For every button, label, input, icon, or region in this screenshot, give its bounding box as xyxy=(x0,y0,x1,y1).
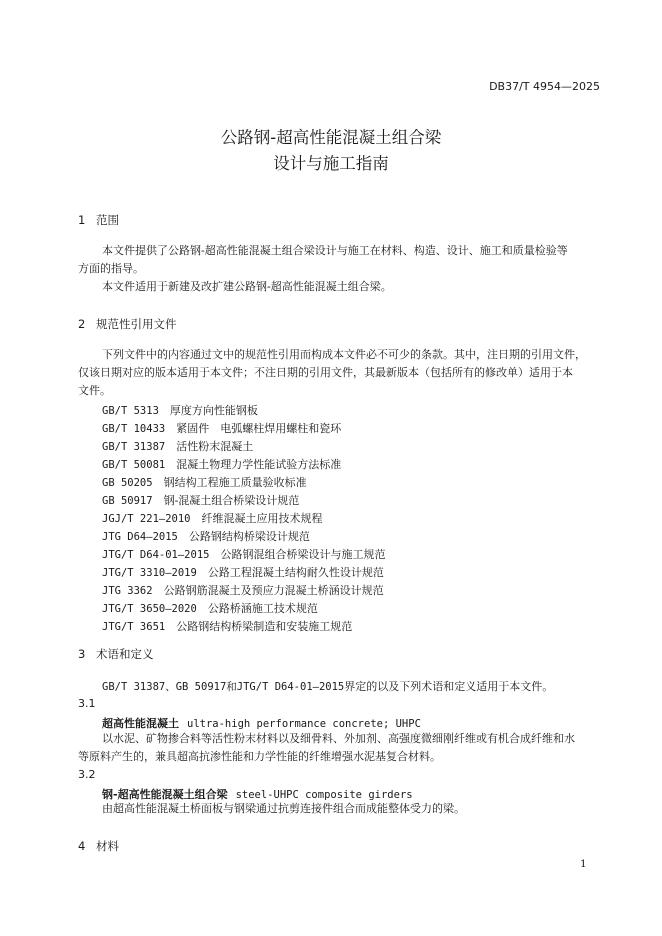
reference-item xyxy=(102,510,323,526)
reference-item xyxy=(102,582,384,598)
paragraph-line: 方面的指导。 xyxy=(78,262,144,275)
document-number: DB37/T 4954—2025 xyxy=(489,80,600,93)
section-3-heading xyxy=(78,646,154,662)
reference-item xyxy=(102,456,341,472)
term-chinese: 钢-超高性能混凝土组合梁 xyxy=(102,788,228,801)
reference-name: 紧固件 电弧螺柱焊用螺柱和瓷环 xyxy=(176,422,342,435)
section-title: 规范性引用文件 xyxy=(96,317,177,331)
paragraph-line: 文件。 xyxy=(78,384,111,397)
reference-code: GB/T 5313 xyxy=(102,405,159,417)
reference-code: GB 50917 xyxy=(102,495,153,507)
reference-code: GB 50205 xyxy=(102,477,153,489)
reference-name: 钢-混凝土组合桥梁设计规范 xyxy=(163,494,300,507)
term-english: steel-UHPC composite girders xyxy=(235,789,413,801)
reference-codes: GB/T 31387、GB 50917和JTG/T D64-01—2015 xyxy=(102,681,345,693)
reference-code: GB/T 50081 xyxy=(102,459,166,471)
reference-name: 公路钢结构桥梁制造和安装施工规范 xyxy=(176,620,353,633)
reference-item xyxy=(102,546,385,562)
section-title: 范围 xyxy=(96,213,119,227)
reference-name: 混凝土物理力学性能试验方法标准 xyxy=(176,458,342,471)
reference-name: 公路钢结构桥梁设计规范 xyxy=(188,530,310,543)
paragraph-line: 下列文件中的内容通过文中的规范性引用而构成本文件必不可少的条款。其中，注日期的引用文件， xyxy=(102,348,586,361)
reference-name: 公路钢混组合桥梁设计与施工规范 xyxy=(220,548,386,561)
term-number: 3.1 xyxy=(78,697,96,710)
reference-item xyxy=(102,438,253,454)
page-number: 1 xyxy=(580,858,587,870)
paragraph-line: 本文件适用于新建及改扩建公路钢-超高性能混凝土组合梁。 xyxy=(102,280,392,293)
section-title: 材料 xyxy=(96,839,119,853)
reference-code: JTG/T 3650—2020 xyxy=(102,603,197,615)
section-1-heading xyxy=(78,212,119,228)
reference-name: 活性粉末混凝土 xyxy=(176,440,254,453)
document-title-line2: 设计与施工指南 xyxy=(273,154,389,173)
reference-code: GB/T 10433 xyxy=(102,423,166,435)
reference-item xyxy=(102,528,310,544)
paragraph-line xyxy=(102,678,553,696)
term-number: 3.2 xyxy=(78,768,96,781)
reference-item xyxy=(102,618,352,634)
term-chinese: 超高性能混凝土 xyxy=(102,717,179,730)
section-number: 2 xyxy=(78,317,86,331)
reference-item xyxy=(102,474,307,490)
reference-code: JTG 3362 xyxy=(102,585,153,597)
definition-line: 由超高性能混凝土桥面板与钢梁通过抗剪连接件组合而成能整体受力的梁。 xyxy=(102,802,465,815)
reference-name: 厚度方向性能钢板 xyxy=(169,404,258,417)
document-title-line1: 公路钢-超高性能混凝土组合梁 xyxy=(220,128,442,147)
reference-name: 公路桥涵施工技术规范 xyxy=(207,602,318,615)
reference-name: 公路工程混凝土结构耐久性设计规范 xyxy=(207,566,384,579)
reference-code: JTG/T 3651 xyxy=(102,621,166,633)
section-number: 3 xyxy=(78,647,86,661)
reference-name: 公路钢筋混凝土及预应力混凝土桥涵设计规范 xyxy=(163,584,384,597)
section-title: 术语和定义 xyxy=(96,647,154,661)
definition-line: 等原料产生的，兼具超高抗渗性能和力学性能的纤维增强水泥基复合材料。 xyxy=(78,750,441,763)
section-2-heading xyxy=(78,316,177,332)
reference-item xyxy=(102,402,258,418)
section-number: 4 xyxy=(78,839,86,853)
reference-item xyxy=(102,492,299,508)
reference-item xyxy=(102,564,384,580)
reference-code: JTG/T D64-01—2015 xyxy=(102,549,210,561)
section-4-heading xyxy=(78,838,119,854)
paragraph-line: 本文件提供了公路钢-超高性能混凝土组合梁设计与施工在材料、构造、设计、施工和质量检验等 xyxy=(102,244,568,257)
paragraph-line: 仅该日期对应的版本适用于本文件；不注日期的引用文件，其最新版本（包括所有的修改单）适用于本 xyxy=(78,366,573,379)
reference-name: 纤维混凝土应用技术规程 xyxy=(201,512,323,525)
reference-item xyxy=(102,420,341,436)
reference-code: JTG D64—2015 xyxy=(102,531,178,543)
reference-name: 钢结构工程施工质量验收标准 xyxy=(163,476,307,489)
reference-code: JGJ/T 221—2010 xyxy=(102,513,191,525)
reference-item xyxy=(102,600,318,616)
term-entry xyxy=(102,715,421,731)
section-number: 1 xyxy=(78,213,86,227)
reference-code: GB/T 31387 xyxy=(102,441,166,453)
definition-line: 以水泥、矿物掺合料等活性粉末材料以及细骨料、外加剂、高强度微细刚纤维或有机合成纤维和水 xyxy=(102,732,575,745)
term-english: ultra-high performance concrete; UHPC xyxy=(187,718,421,730)
reference-code: JTG/T 3310—2019 xyxy=(102,567,197,579)
paragraph-text: 界定的以及下列术语和定义适用于本文件。 xyxy=(344,680,554,693)
